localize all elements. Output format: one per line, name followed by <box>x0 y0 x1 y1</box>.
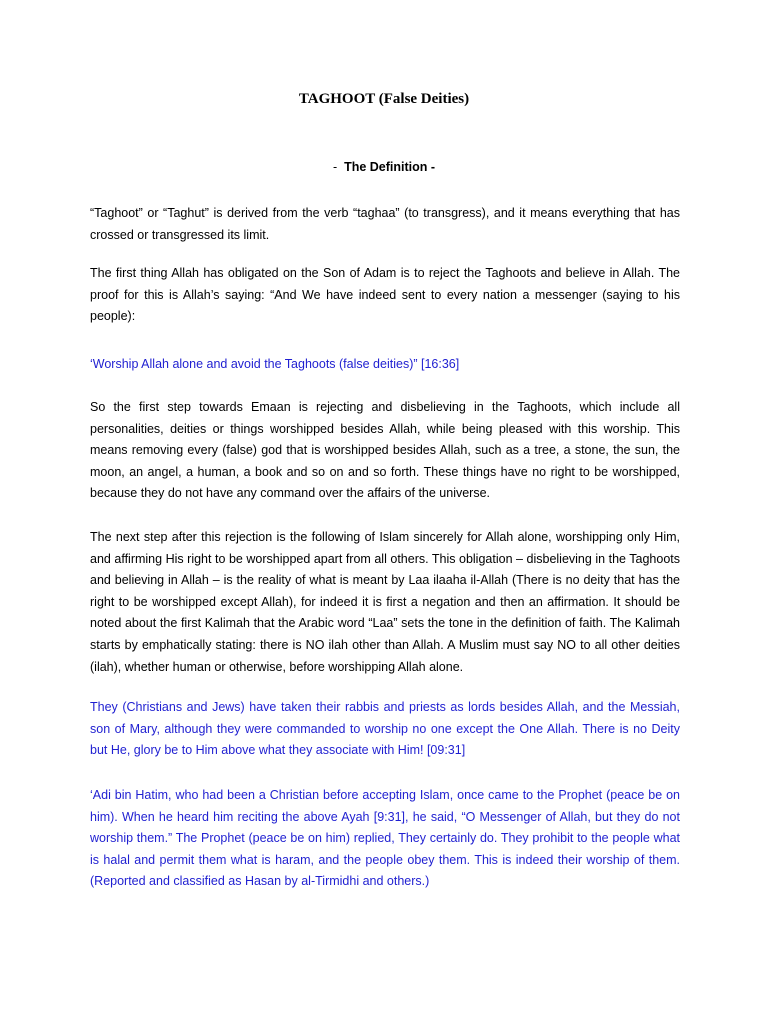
paragraph-obligation: The first thing Allah has obligated on the Son of Adam is to reject the Taghoots and believe in Allah. The proof for this is Allah’s saying: “And We have indeed sent to every nation a messenger (saying to his people): <box>90 266 680 324</box>
quote-hadith-adi-bin-hatim: ‘Adi bin Hatim, who had been a Christian before accepting Islam, once came to the Prophet (peace be on him). When he heard him reciting the above Ayah [9:31], he said, “O Messenger of Allah, but they do not worship them.” The Prophet (peace be on him) replied, They certainly do. They prohibit to the people what is halal and permit them what is haram, and the people obey them. This is indeed their worship of them. (Reported and classified as Hasan by al-Tirmidhi and others.) <box>90 788 680 889</box>
paragraph-first-step: So the first step towards Emaan is rejecting and disbelieving in the Taghoots, which include all personalities, deities or things worshipped besides Allah, while being pleased with this worship. This means removing every (false) god that is worshipped besides Allah, such as a tree, a stone, the sun, the moon, an angel, a human, a book and so on and so forth. These things have no right to be worshipped, because they do not have any command over the affairs of the universe. <box>90 400 680 501</box>
quote-verse-16-36: ‘Worship Allah alone and avoid the Taghoots (false deities)” [16:36] <box>90 357 460 371</box>
quote-verse-09-31: They (Christians and Jews) have taken their rabbis and priests as lords besides Allah, and the Messiah, son of Mary, although they were commanded to worship no one except the One Allah. There is no Deity but He, glory be to Him above what they associate with Him! [09:31] <box>90 700 680 758</box>
paragraph-definition: “Taghoot” or “Taghut” is derived from the verb “taghaa” (to transgress), and it means everything that has crossed or transgressed its limit. <box>90 206 680 242</box>
section-heading <box>0 160 768 174</box>
section-heading-text: The Definition - <box>344 160 436 174</box>
paragraph-next-step: The next step after this rejection is the following of Islam sincerely for Allah alone, worshipping only Him, and affirming His right to be worshipped apart from all others. This obligation – disbelieving in the Taghoots and believing in Allah – is the reality of what is meant by Laa ilaaha il-Allah (There is no deity that has the right to be worshipped except Allah), for indeed it is first a negation and then an affirmation. It should be noted about the first Kalimah that the Arabic word “Laa” sets the tone in the definition of faith. The Kalimah starts by emphatically stating: there is NO ilah other than Allah. A Muslim must say NO to all other deities (ilah), whether human or otherwise, before worshipping Allah alone. <box>90 530 680 674</box>
section-heading-dash: - <box>332 160 338 174</box>
page-title: TAGHOOT (False Deities) <box>298 91 470 107</box>
